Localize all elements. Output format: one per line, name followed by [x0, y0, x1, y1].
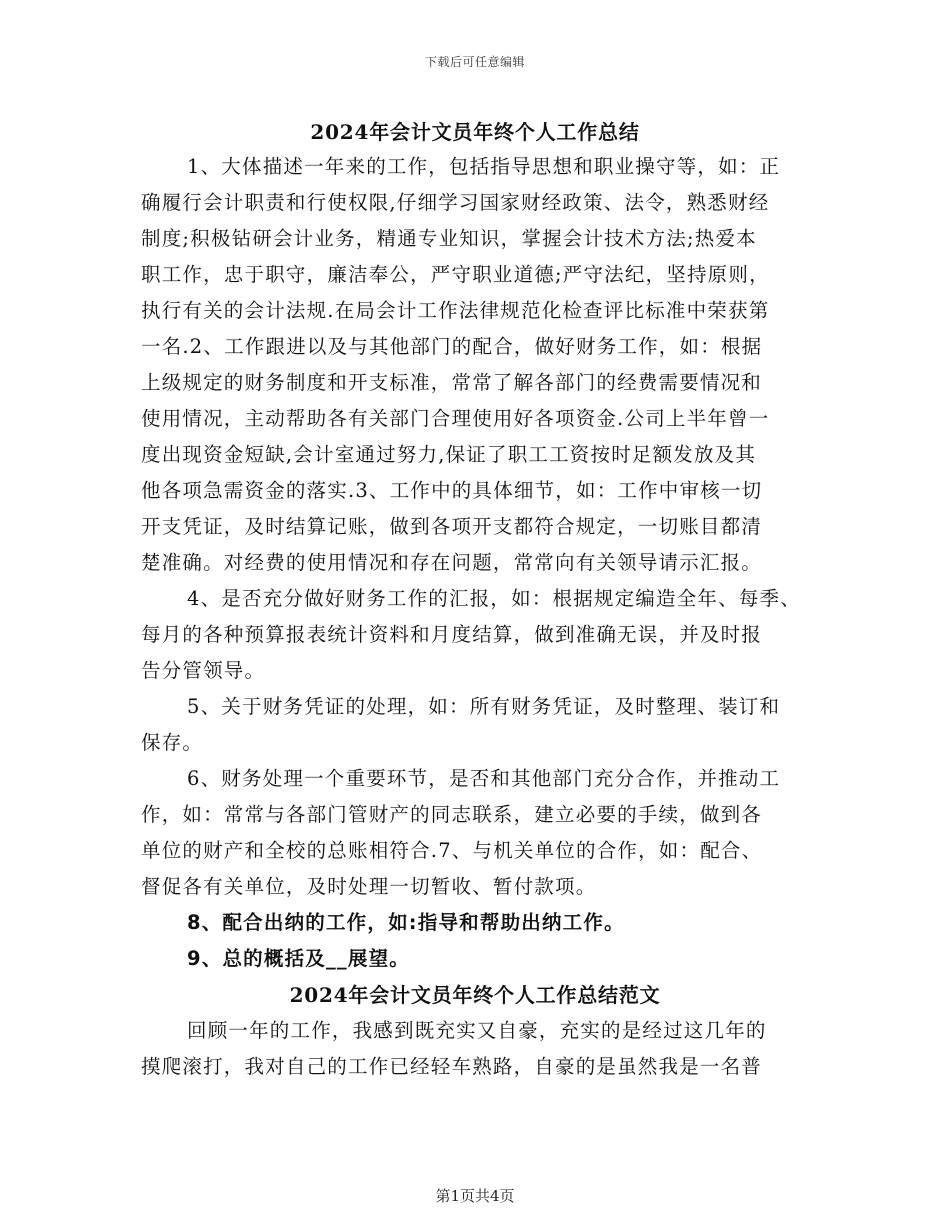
text-line: 确履行会计职责和行使权限,仔细学习国家财经政策、法令，熟悉财经: [141, 191, 770, 214]
text-line: 执行有关的会计法规.在局会计工作法律规范化检查评比标准中荣获第: [141, 299, 770, 322]
text-line: 5、关于财务凭证的处理，如：所有财务凭证，及时整理、装订和: [187, 695, 781, 718]
text-line: 每月的各种预算报表统计资料和月度结算，做到准确无误，并及时报: [141, 623, 763, 646]
text-line: 告分管领导。: [141, 659, 266, 682]
text-line: 回顾一年的工作，我感到既充实又自豪，充实的是经过这几年的: [187, 1019, 767, 1042]
document-title: 2024年会计文员年终个人工作总结: [310, 120, 640, 144]
section-title: 2024年会计文员年终个人工作总结范文: [289, 983, 661, 1007]
text-line: 使用情况，主动帮助各有关部门合理使用好各项资金.公司上半年曾一: [141, 407, 770, 430]
text-line: 1、大体描述一年来的工作，包括指导思想和职业操守等，如：正: [187, 155, 781, 178]
text-line: 保存。: [141, 731, 204, 754]
text-line: 4、是否充分做好财务工作的汇报，如：根据规定编造全年、每季、: [187, 587, 801, 610]
text-line: 职工作，忠于职守，廉洁奉公，严守职业道德;严守法纪，坚持原则，: [141, 263, 770, 286]
text-line: 督促各有关单位，及时处理一切暂收、暂付款项。: [141, 875, 597, 898]
text-line: 他各项急需资金的落实.3、工作中的具体细节，如：工作中审核一切: [141, 479, 763, 502]
text-line: 6、财务处理一个重要环节，是否和其他部门充分合作，并推动工: [187, 767, 781, 790]
text-line: 上级规定的财务制度和开支标准，常常了解各部门的经费需要情况和: [141, 371, 763, 394]
text-line: 楚准确。对经费的使用情况和存在问题，常常向有关领导请示汇报。: [141, 551, 763, 574]
text-line: 一名.2、工作跟进以及与其他部门的配合，做好财务工作，如：根据: [141, 335, 763, 358]
text-line: 8、配合出纳的工作，如:指导和帮助出纳工作。: [187, 911, 625, 934]
text-line: 作，如：常常与各部门管财产的同志联系，建立必要的手续，做到各: [141, 803, 763, 826]
text-line: 开支凭证，及时结算记账，做到各项开支都符合规定，一切账目都清: [141, 515, 763, 538]
text-line: 摸爬滚打，我对自己的工作已经轻车熟路，自豪的是虽然我是一名普: [141, 1055, 763, 1078]
text-line: 单位的财产和全校的总账相符合.7、与机关单位的合作，如：配合、: [141, 839, 763, 862]
text-line: 制度;积极钻研会计业务，精通专业知识，掌握会计技术方法;热爱本: [141, 227, 757, 250]
text-line: 度出现资金短缺,会计室通过努力,保证了职工工资按时足额发放及其: [141, 443, 757, 466]
page-number: 第1页共4页: [435, 1187, 515, 1205]
page-header: 下载后可任意编辑: [424, 55, 525, 69]
text-line: 9、总的概括及__展望。: [187, 947, 410, 970]
